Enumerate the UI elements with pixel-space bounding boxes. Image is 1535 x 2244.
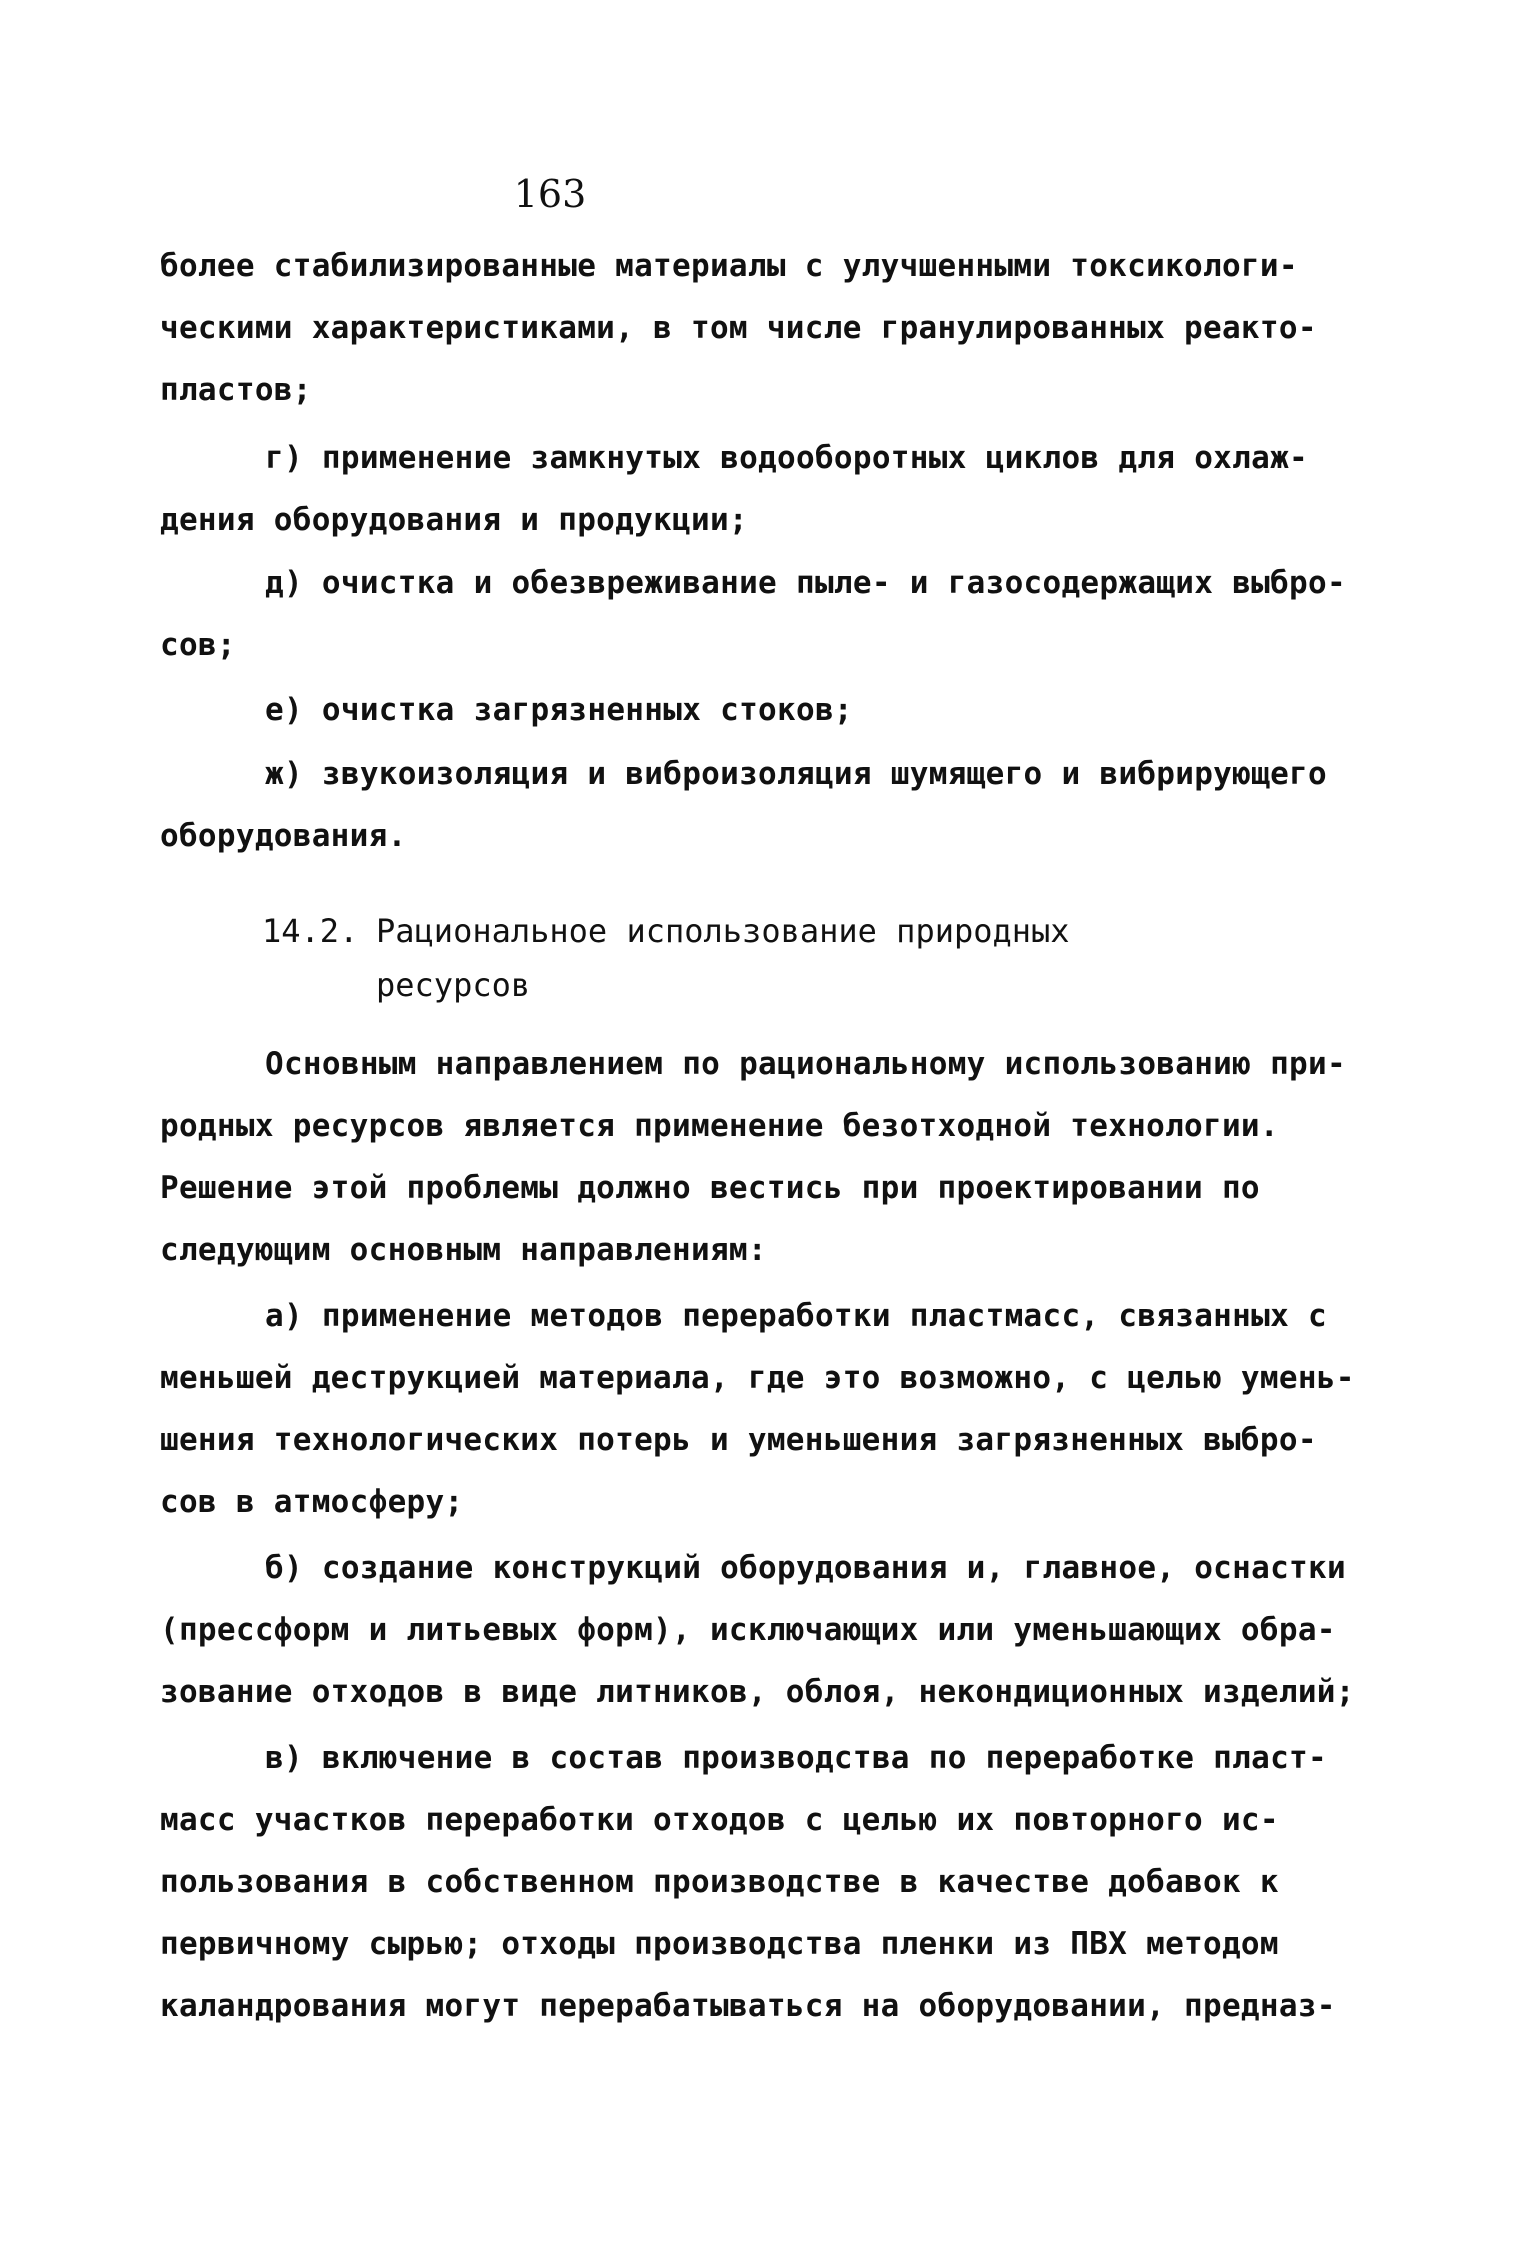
list-item-e-line: е) очистка загрязненных стоков; (265, 692, 853, 728)
list-item-d-line: д) очистка и обезвреживание пыле- и газосодержащих выбро- (265, 565, 1346, 601)
list-item-b-line: (прессформ и литьевых форм), исключающих или уменьшающих обра- (160, 1612, 1336, 1648)
list-item-v-line: пользования в собственном производстве в качестве добавок к (160, 1864, 1279, 1900)
list-item-b-line: зование отходов в виде литников, облоя, некондиционных изделий; (160, 1674, 1355, 1710)
list-item-b-line: б) создание конструкций оборудования и, главное, оснастки (265, 1550, 1346, 1586)
list-item-d-line: сов; (160, 627, 236, 663)
list-item-a-line: меньшей деструкцией материала, где это возможно, с целью умень- (160, 1360, 1355, 1396)
paragraph-line: следующим основным направлениям: (160, 1232, 767, 1268)
list-item-v-line: масс участков переработки отходов с целью их повторного ис- (160, 1802, 1279, 1838)
paragraph-line: Основным направлением по рациональному использованию при- (265, 1046, 1346, 1082)
paragraph-line: родных ресурсов является применение безотходной технологии. (160, 1108, 1279, 1144)
text-line: пластов; (160, 372, 312, 408)
list-item-g-line: дения оборудования и продукции; (160, 502, 748, 538)
section-number: 14.2. (262, 912, 359, 950)
section-title-continued: ресурсов (376, 966, 531, 1004)
page-number: 163 (513, 172, 587, 216)
list-item-g-line: г) применение замкнутых водооборотных циклов для охлаж- (265, 440, 1308, 476)
list-item-v-line: каландрования могут перерабатываться на оборудовании, предназ- (160, 1988, 1336, 2024)
list-item-a-line: а) применение методов переработки пластмасс, связанных с (265, 1298, 1327, 1334)
list-item-zh-line: ж) звукоизоляция и виброизоляция шумящего и вибрирующего (265, 756, 1327, 792)
list-item-a-line: сов в атмосферу; (160, 1484, 464, 1520)
section-title: Рациональное использование природных (376, 912, 1070, 950)
list-item-zh-line: оборудования. (160, 818, 407, 854)
list-item-v-line: первичному сырью; отходы производства пленки из ПВХ методом (160, 1926, 1279, 1962)
text-line: более стабилизированные материалы с улучшенными токсикологи- (160, 248, 1298, 284)
list-item-a-line: шения технологических потерь и уменьшения загрязненных выбро- (160, 1422, 1317, 1458)
paragraph-line: Решение этой проблемы должно вестись при проектировании по (160, 1170, 1260, 1206)
list-item-v-line: в) включение в состав производства по переработке пласт- (265, 1740, 1327, 1776)
text-line: ческими характеристиками, в том числе гранулированных реакто- (160, 310, 1317, 346)
